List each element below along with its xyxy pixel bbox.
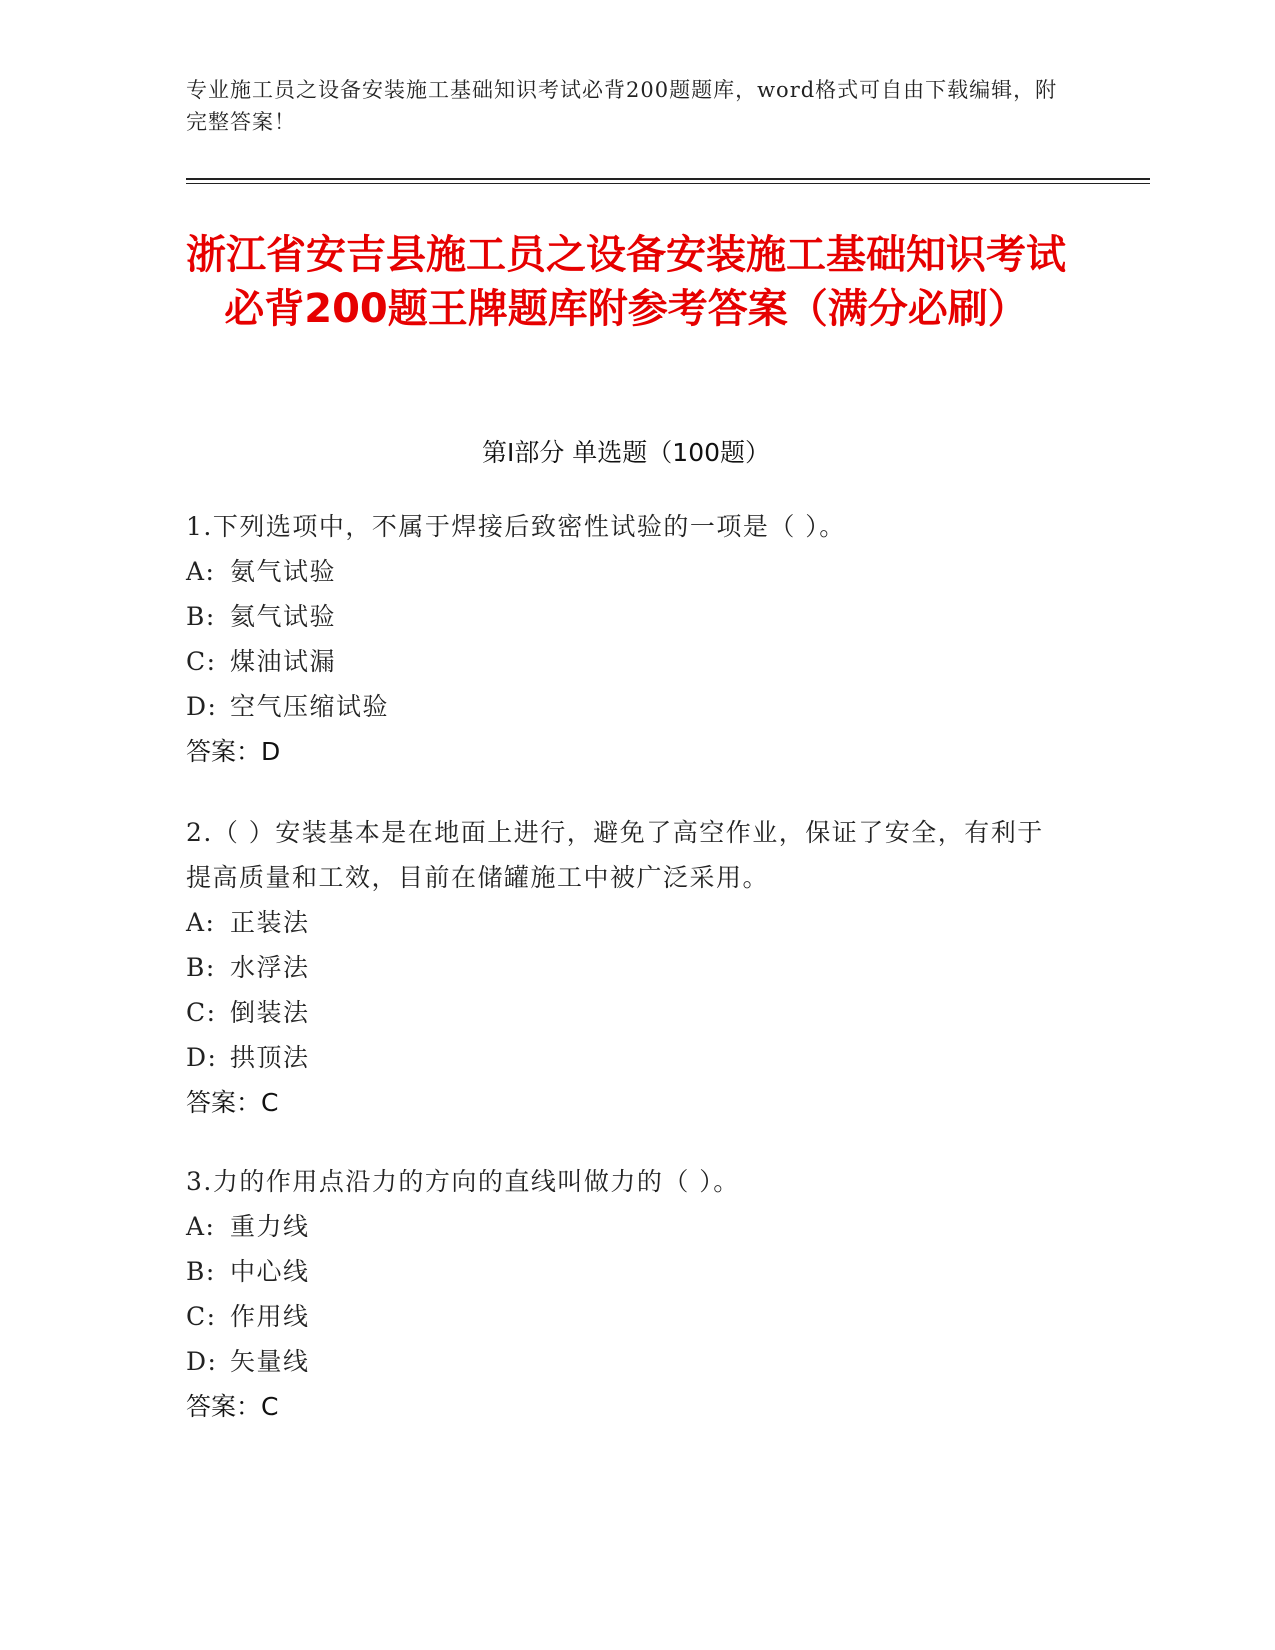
answer-value: D — [261, 737, 281, 766]
answer-line — [186, 1384, 1066, 1429]
header-note: 专业施工员之设备安装施工基础知识考试必背200题题库，word格式可自由下载编辑，附完整答案！ — [186, 78, 1058, 134]
option-text: 重力线 — [230, 1212, 310, 1241]
answer-label: 答案： — [186, 737, 262, 766]
answer-label: 答案： — [186, 1088, 262, 1117]
option-b — [186, 945, 1066, 990]
option-key: B: — [186, 953, 216, 982]
option-text: 倒装法 — [230, 998, 310, 1027]
option-text: 作用线 — [230, 1302, 310, 1331]
answer-line — [186, 729, 1066, 774]
option-key: A: — [186, 1212, 216, 1241]
option-a — [186, 1204, 1066, 1249]
option-key: D: — [186, 692, 218, 721]
option-text: 拱顶法 — [230, 1043, 310, 1072]
option-d — [186, 684, 1066, 729]
question-stem: 1.下列选项中，不属于焊接后致密性试验的一项是（ ）。 — [186, 512, 846, 541]
option-key: C: — [186, 998, 217, 1027]
option-c — [186, 639, 1066, 684]
option-text: 氦气试验 — [230, 602, 337, 631]
question-1 — [186, 504, 1066, 774]
question-stem: 3.力的作用点沿力的方向的直线叫做力的（ ）。 — [186, 1167, 740, 1196]
question-3 — [186, 1159, 1066, 1429]
answer-value: C — [261, 1088, 279, 1117]
header-divider-thick — [186, 178, 1150, 180]
option-key: C: — [186, 1302, 217, 1331]
header-divider-thin — [186, 183, 1150, 184]
answer-value: C — [261, 1392, 279, 1421]
option-text: 煤油试漏 — [230, 647, 337, 676]
answer-line — [186, 1080, 1066, 1125]
option-key: D: — [186, 1347, 218, 1376]
option-text: 氨气试验 — [230, 557, 337, 586]
option-d — [186, 1339, 1066, 1384]
option-text: 正装法 — [230, 908, 310, 937]
option-text: 空气压缩试验 — [230, 692, 390, 721]
option-c — [186, 1294, 1066, 1339]
option-text: 矢量线 — [230, 1347, 310, 1376]
option-key: C: — [186, 647, 217, 676]
option-d — [186, 1035, 1066, 1080]
answer-label: 答案： — [186, 1392, 262, 1421]
option-key: B: — [186, 1257, 216, 1286]
option-text: 水浮法 — [230, 953, 310, 982]
option-c — [186, 990, 1066, 1035]
option-key: B: — [186, 602, 216, 631]
option-key: A: — [186, 557, 216, 586]
option-b — [186, 594, 1066, 639]
option-text: 中心线 — [230, 1257, 310, 1286]
question-2 — [186, 810, 1066, 1125]
option-b — [186, 1249, 1066, 1294]
section-heading: 第Ⅰ部分 单选题（100题） — [481, 438, 771, 467]
option-a — [186, 549, 1066, 594]
option-key: A: — [186, 908, 216, 937]
document-title: 浙江省安吉县施工员之设备安装施工基础知识考试必背200题王牌题库附参考答案（满分必刷） — [186, 232, 1066, 332]
question-stem: 2.（ ）安装基本是在地面上进行，避免了高空作业，保证了安全，有利于提高质量和工效，目前在储罐施工中被广泛采用。 — [186, 818, 1044, 892]
option-a — [186, 900, 1066, 945]
option-key: D: — [186, 1043, 218, 1072]
